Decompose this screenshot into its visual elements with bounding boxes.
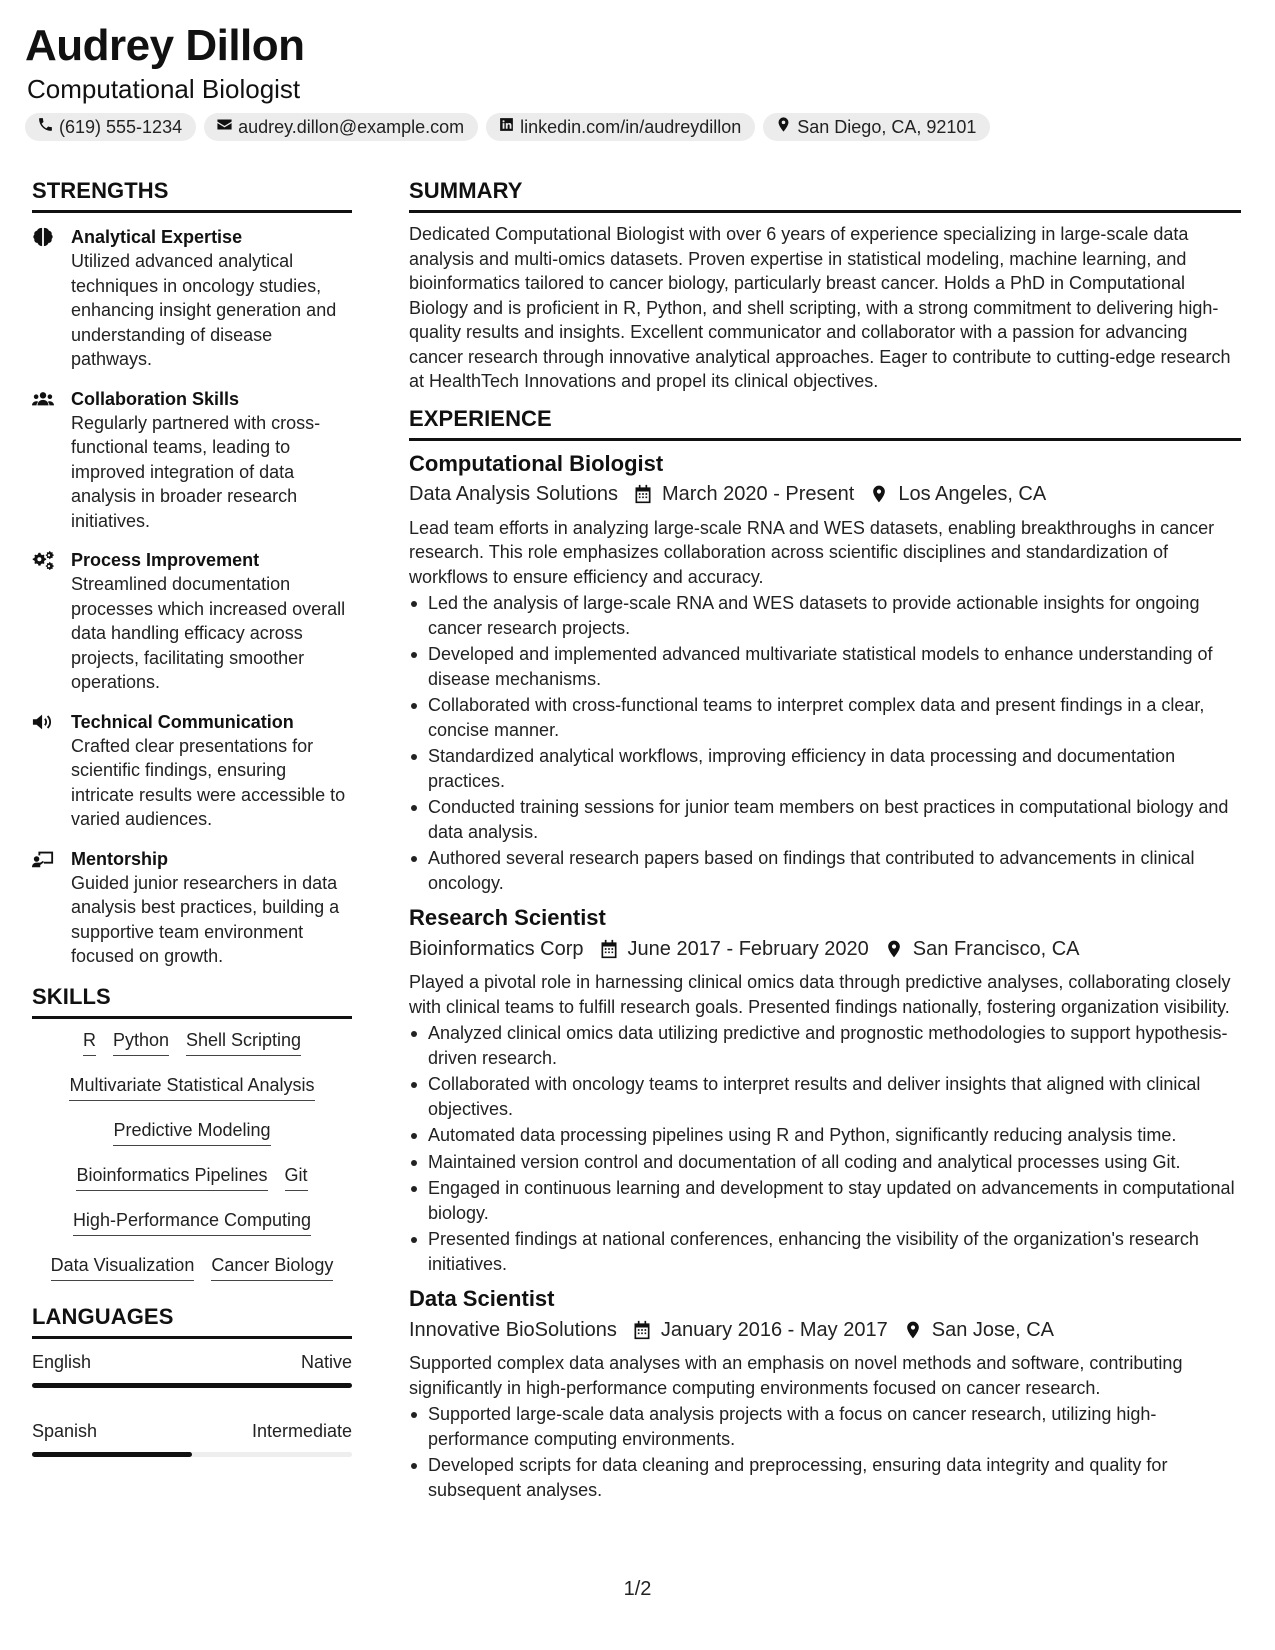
language-item (32, 1421, 352, 1457)
skill-tag: Bioinformatics Pipelines (76, 1164, 267, 1191)
skill-tag: High-Performance Computing (73, 1209, 311, 1236)
calendar-icon (633, 484, 653, 504)
strength-title: Collaboration Skills (71, 388, 240, 409)
experience-entry (409, 903, 1241, 1276)
skills-list (32, 1029, 352, 1299)
job-description: Played a pivotal role in harnessing clinical omics data through predictive analyses, collaborating closely with clinical teams to fulfill research goals. Presented findings nationally, fostering organization visibility. (409, 972, 1231, 1017)
strength-title: Technical Communication (71, 711, 294, 732)
job-meta (409, 479, 1241, 510)
strength-desc: Utilized advanced analytical techniques in oncology studies, enhancing insight generation and understanding of disease pathways. (71, 251, 337, 369)
contact-phone[interactable] (25, 113, 196, 141)
job-description: Supported complex data analyses with an emphasis on novel methods and software, contributing significantly in high-performance computing environments focused on cancer research. (409, 1353, 1183, 1398)
job-bullets (409, 1021, 1241, 1276)
experience-heading: EXPERIENCE (409, 406, 1241, 441)
job-bullet: Authored several research papers based on findings that contributed to advancements in clinical oncology. (409, 846, 1241, 895)
calendar-icon (599, 939, 619, 959)
language-proficiency-bar (32, 1452, 352, 1457)
strength-item (32, 225, 352, 372)
job-bullet: Collaborated with cross-functional teams to interpret complex data and present findings in a clear, concise manner. (409, 693, 1241, 742)
skills-heading: SKILLS (32, 984, 352, 1019)
job-location: Los Angeles, CA (898, 483, 1047, 505)
skill-tag: Multivariate Statistical Analysis (69, 1074, 314, 1101)
job-company: Data Analysis Solutions (409, 483, 619, 505)
candidate-name: Audrey Dillon (25, 21, 305, 70)
job-bullet: Presented findings at national conferences, enhancing the visibility of the organization's research initiatives. (409, 1227, 1241, 1276)
skill-row (32, 1164, 352, 1209)
job-dates: March 2020 - Present (662, 483, 855, 505)
contact-linkedin[interactable] (486, 113, 755, 141)
strength-title: Mentorship (71, 848, 168, 869)
strength-desc: Guided junior researchers in data analysis best practices, building a supportive team environment focused on growth. (71, 872, 340, 966)
job-company: Innovative BioSolutions (409, 1318, 617, 1341)
contact-email[interactable] (204, 113, 478, 141)
language-level: Native (300, 1352, 352, 1372)
strengths-list (32, 225, 352, 969)
strengths-heading: STRENGTHS (32, 178, 352, 213)
page-number: 1/2 (623, 1578, 652, 1600)
language-name: Spanish (32, 1421, 98, 1441)
location-icon (775, 116, 792, 138)
left-column (32, 178, 352, 1441)
strength-item (32, 387, 352, 534)
calendar-icon (632, 1320, 652, 1340)
job-bullet: Maintained version control and documentation of all coding and analytical processes using Git. (409, 1150, 1241, 1175)
skill-tag: Cancer Biology (211, 1254, 333, 1281)
job-location: San Francisco, CA (912, 937, 1080, 960)
job-bullet: Engaged in continuous learning and development to stay updated on advancements in computational biology. (409, 1176, 1241, 1225)
job-bullet: Collaborated with oncology teams to interpret results and deliver insights that aligned with clinical objectives. (409, 1072, 1241, 1121)
language-name: English (32, 1352, 92, 1372)
envelope-icon (216, 116, 233, 138)
location-icon (884, 939, 904, 959)
job-title: Research Scientist (409, 905, 606, 930)
experience-entry (409, 449, 1241, 896)
contact-location[interactable] (763, 113, 990, 141)
summary-text: Dedicated Computational Biologist with over 6 years of experience specializing in large-scale data analysis and multi-omics datasets. Proven expertise in statistical modeling, machine learning, and bioinformatics tailored to cancer biology, particularly breast cancer. Holds a PhD in Computational Biology and is proficient in R, Python, and shell scripting, with a strong commitment to delivering high-quality results and insights. Excellent communicator and collaborator with a passion for advancing cancer research through innovative analytical approaches. Eager to contribute to cutting-edge research at HealthTech Innovations and propel its clinical objectives. (409, 224, 1231, 391)
job-bullet: Developed scripts for data cleaning and preprocessing, ensuring data integrity and quality for subsequent analyses. (409, 1453, 1241, 1502)
gears-icon (32, 550, 56, 570)
contact-location-text: San Diego, CA, 92101 (797, 116, 977, 137)
job-title: Data Scientist (409, 1286, 555, 1311)
job-company: Bioinformatics Corp (409, 937, 584, 960)
experience-entry (409, 1284, 1241, 1502)
contact-email-text: audrey.dillon@example.com (238, 116, 465, 137)
language-item (32, 1352, 352, 1388)
strength-title: Process Improvement (71, 550, 260, 570)
skill-tag: Shell Scripting (186, 1029, 301, 1056)
skill-row (32, 1029, 352, 1074)
contact-phone-text: (619) 555-1234 (59, 116, 183, 137)
skill-row (32, 1209, 352, 1254)
chalkboard-teacher-icon (32, 849, 56, 869)
candidate-title: Computational Biologist (27, 74, 301, 104)
brain-icon (32, 227, 56, 247)
phone-icon (37, 116, 54, 138)
job-bullets (409, 1402, 1241, 1502)
megaphone-icon (32, 712, 56, 732)
language-proficiency-bar (32, 1383, 352, 1388)
location-icon (869, 484, 889, 504)
skill-tag: Predictive Modeling (113, 1119, 270, 1146)
strength-desc: Crafted clear presentations for scientific findings, ensuring intricate results were accessible to varied audiences. (71, 735, 346, 829)
job-location: San Jose, CA (931, 1318, 1055, 1341)
languages-heading: LANGUAGES (32, 1304, 352, 1339)
job-bullet: Led the analysis of large-scale RNA and WES datasets to provide actionable insights for ongoing cancer research projects. (409, 591, 1241, 640)
skill-row (32, 1254, 352, 1299)
summary-heading: SUMMARY (409, 178, 1241, 213)
job-bullet: Automated data processing pipelines using R and Python, significantly reducing analysis time. (409, 1123, 1241, 1148)
job-bullets (409, 591, 1241, 895)
location-icon (903, 1320, 923, 1340)
skill-tag: R (83, 1029, 96, 1056)
right-column (409, 178, 1241, 1504)
users-icon (32, 389, 56, 409)
language-proficiency-fill (32, 1383, 352, 1388)
job-bullet: Supported large-scale data analysis projects with a focus on cancer research, utilizing high-performance computing environments. (409, 1402, 1241, 1451)
job-bullet: Developed and implemented advanced multivariate statistical models to enhance understanding of disease mechanisms. (409, 642, 1241, 691)
language-proficiency-fill (32, 1452, 192, 1457)
strength-desc: Streamlined documentation processes which increased overall data handling efficacy across projects, facilitating smoother operations. (71, 574, 346, 692)
job-description: Lead team efforts in analyzing large-scale RNA and WES datasets, enabling breakthroughs in cancer research. This role emphasizes collaboration across scientific disciplines and standardization of workflows to ensure efficiency and accuracy. (409, 517, 1215, 587)
strength-item (32, 847, 352, 969)
job-meta (409, 1314, 1241, 1345)
skill-row (32, 1074, 352, 1119)
strength-desc: Regularly partnered with cross-functional teams, leading to improved integration of data analysis in broader research initiatives. (71, 412, 321, 531)
job-bullet: Standardized analytical workflows, improving efficiency in data processing and documentation practices. (409, 744, 1241, 793)
strength-item (32, 548, 352, 695)
skill-row (32, 1119, 352, 1164)
language-level: Intermediate (251, 1421, 352, 1441)
linkedin-icon (498, 116, 515, 138)
skill-tag: Data Visualization (51, 1254, 195, 1281)
job-bullet: Conducted training sessions for junior team members on best practices in computational biology and data analysis. (409, 795, 1241, 844)
contact-bar (25, 113, 990, 141)
job-meta (409, 933, 1241, 964)
strength-title: Analytical Expertise (71, 227, 243, 247)
job-dates: June 2017 - February 2020 (627, 937, 869, 960)
contact-linkedin-text: linkedin.com/in/audreydillon (520, 116, 742, 137)
job-title: Computational Biologist (409, 450, 664, 476)
job-dates: January 2016 - May 2017 (660, 1318, 888, 1341)
job-bullet: Analyzed clinical omics data utilizing predictive and prognostic methodologies to support hypothesis-driven research. (409, 1021, 1241, 1070)
skill-tag: Git (285, 1164, 308, 1191)
strength-item (32, 710, 352, 832)
skill-tag: Python (113, 1029, 169, 1056)
